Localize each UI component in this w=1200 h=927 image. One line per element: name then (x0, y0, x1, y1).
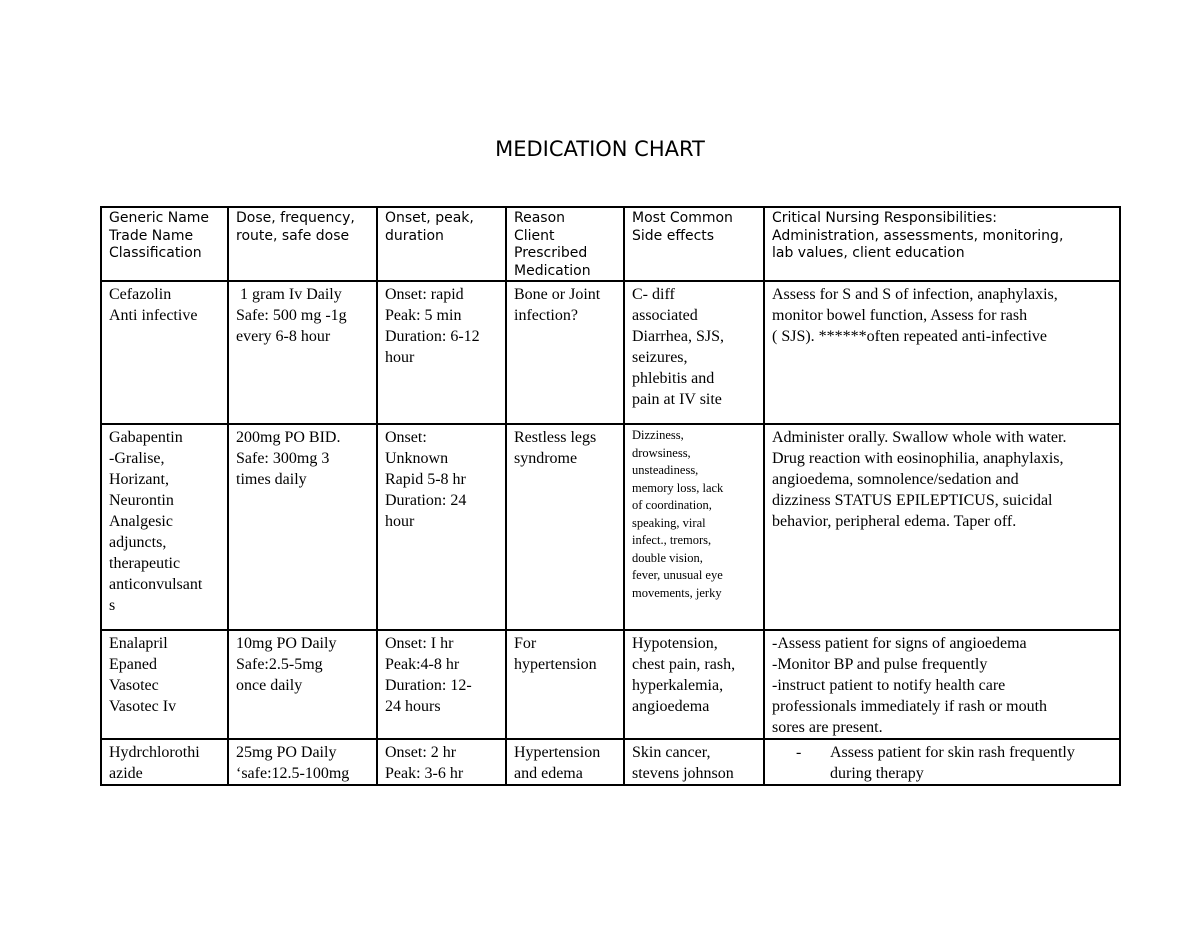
cell-side-effects: Dizziness, drowsiness, unsteadiness, memory loss, lack of coordination, speaking, viral infect., tremors, double vision, fever, unusual eye movements, jerky (624, 424, 764, 630)
header-onset: Onset, peak, duration (377, 207, 506, 281)
cell-reason: Hypertension and edema (506, 739, 624, 785)
cell-side-effects: Hypotension, chest pain, rash, hyperkalemia, angioedema (624, 630, 764, 739)
cell-onset: Onset: 2 hr Peak: 3-6 hr (377, 739, 506, 785)
cell-generic: Hydrchlorothi azide (101, 739, 228, 785)
cell-onset: Onset: Unknown Rapid 5-8 hr Duration: 24 hour (377, 424, 506, 630)
bullet-item: - Assess patient for skin rash frequently during therapy (772, 742, 1112, 784)
header-row (101, 207, 1120, 281)
header-nursing: Critical Nursing Responsibilities: Administration, assessments, monitoring, lab values, client education (764, 207, 1120, 281)
page-title: MEDICATION CHART (495, 137, 705, 161)
cell-nursing: -Assess patient for signs of angioedema -Monitor BP and pulse frequently -instruct patient to notify health care professionals immediately if rash or mouth sores are present. (764, 630, 1120, 739)
cell-dose: 25mg PO Daily ‘safe:12.5-100mg (228, 739, 377, 785)
table-row (101, 739, 1120, 785)
cell-generic: Gabapentin -Gralise, Horizant, Neurontin Analgesic adjuncts, therapeutic anticonvulsant s (101, 424, 228, 630)
cell-nursing (764, 739, 1120, 785)
cell-generic: Cefazolin Anti infective (101, 281, 228, 424)
cell-nursing: Assess for S and S of infection, anaphylaxis, monitor bowel function, Assess for rash ( SJS). ******often repeated anti-infective (764, 281, 1120, 424)
header-generic-name: Generic Name Trade Name Classification (101, 207, 228, 281)
cell-side-effects: Skin cancer, stevens johnson (624, 739, 764, 785)
cell-reason: Bone or Joint infection? (506, 281, 624, 424)
table-row (101, 424, 1120, 630)
cell-onset: Onset: I hr Peak:4-8 hr Duration: 12- 24 hours (377, 630, 506, 739)
cell-side-effects: C- diff associated Diarrhea, SJS, seizures, phlebitis and pain at IV site (624, 281, 764, 424)
cell-nursing: Administer orally. Swallow whole with water. Drug reaction with eosinophilia, anaphylaxis, angioedema, somnolence/sedation and dizziness STATUS EPILEPTICUS, suicidal behavior, peripheral edema. Taper off. (764, 424, 1120, 630)
table-row (101, 281, 1120, 424)
cell-reason: For hypertension (506, 630, 624, 739)
cell-dose: 10mg PO Daily Safe:2.5-5mg once daily (228, 630, 377, 739)
bullet-dash: - (796, 744, 802, 761)
medication-table (100, 206, 1121, 786)
table-row (101, 630, 1120, 739)
cell-onset: Onset: rapid Peak: 5 min Duration: 6-12 hour (377, 281, 506, 424)
header-dose: Dose, frequency, route, safe dose (228, 207, 377, 281)
header-side-effects: Most Common Side effects (624, 207, 764, 281)
cell-dose: 200mg PO BID. Safe: 300mg 3 times daily (228, 424, 377, 630)
cell-generic: Enalapril Epaned Vasotec Vasotec Iv (101, 630, 228, 739)
cell-dose: 1 gram Iv Daily Safe: 500 mg -1g every 6-8 hour (228, 281, 377, 424)
header-reason: Reason Client Prescribed Medication (506, 207, 624, 281)
cell-reason: Restless legs syndrome (506, 424, 624, 630)
